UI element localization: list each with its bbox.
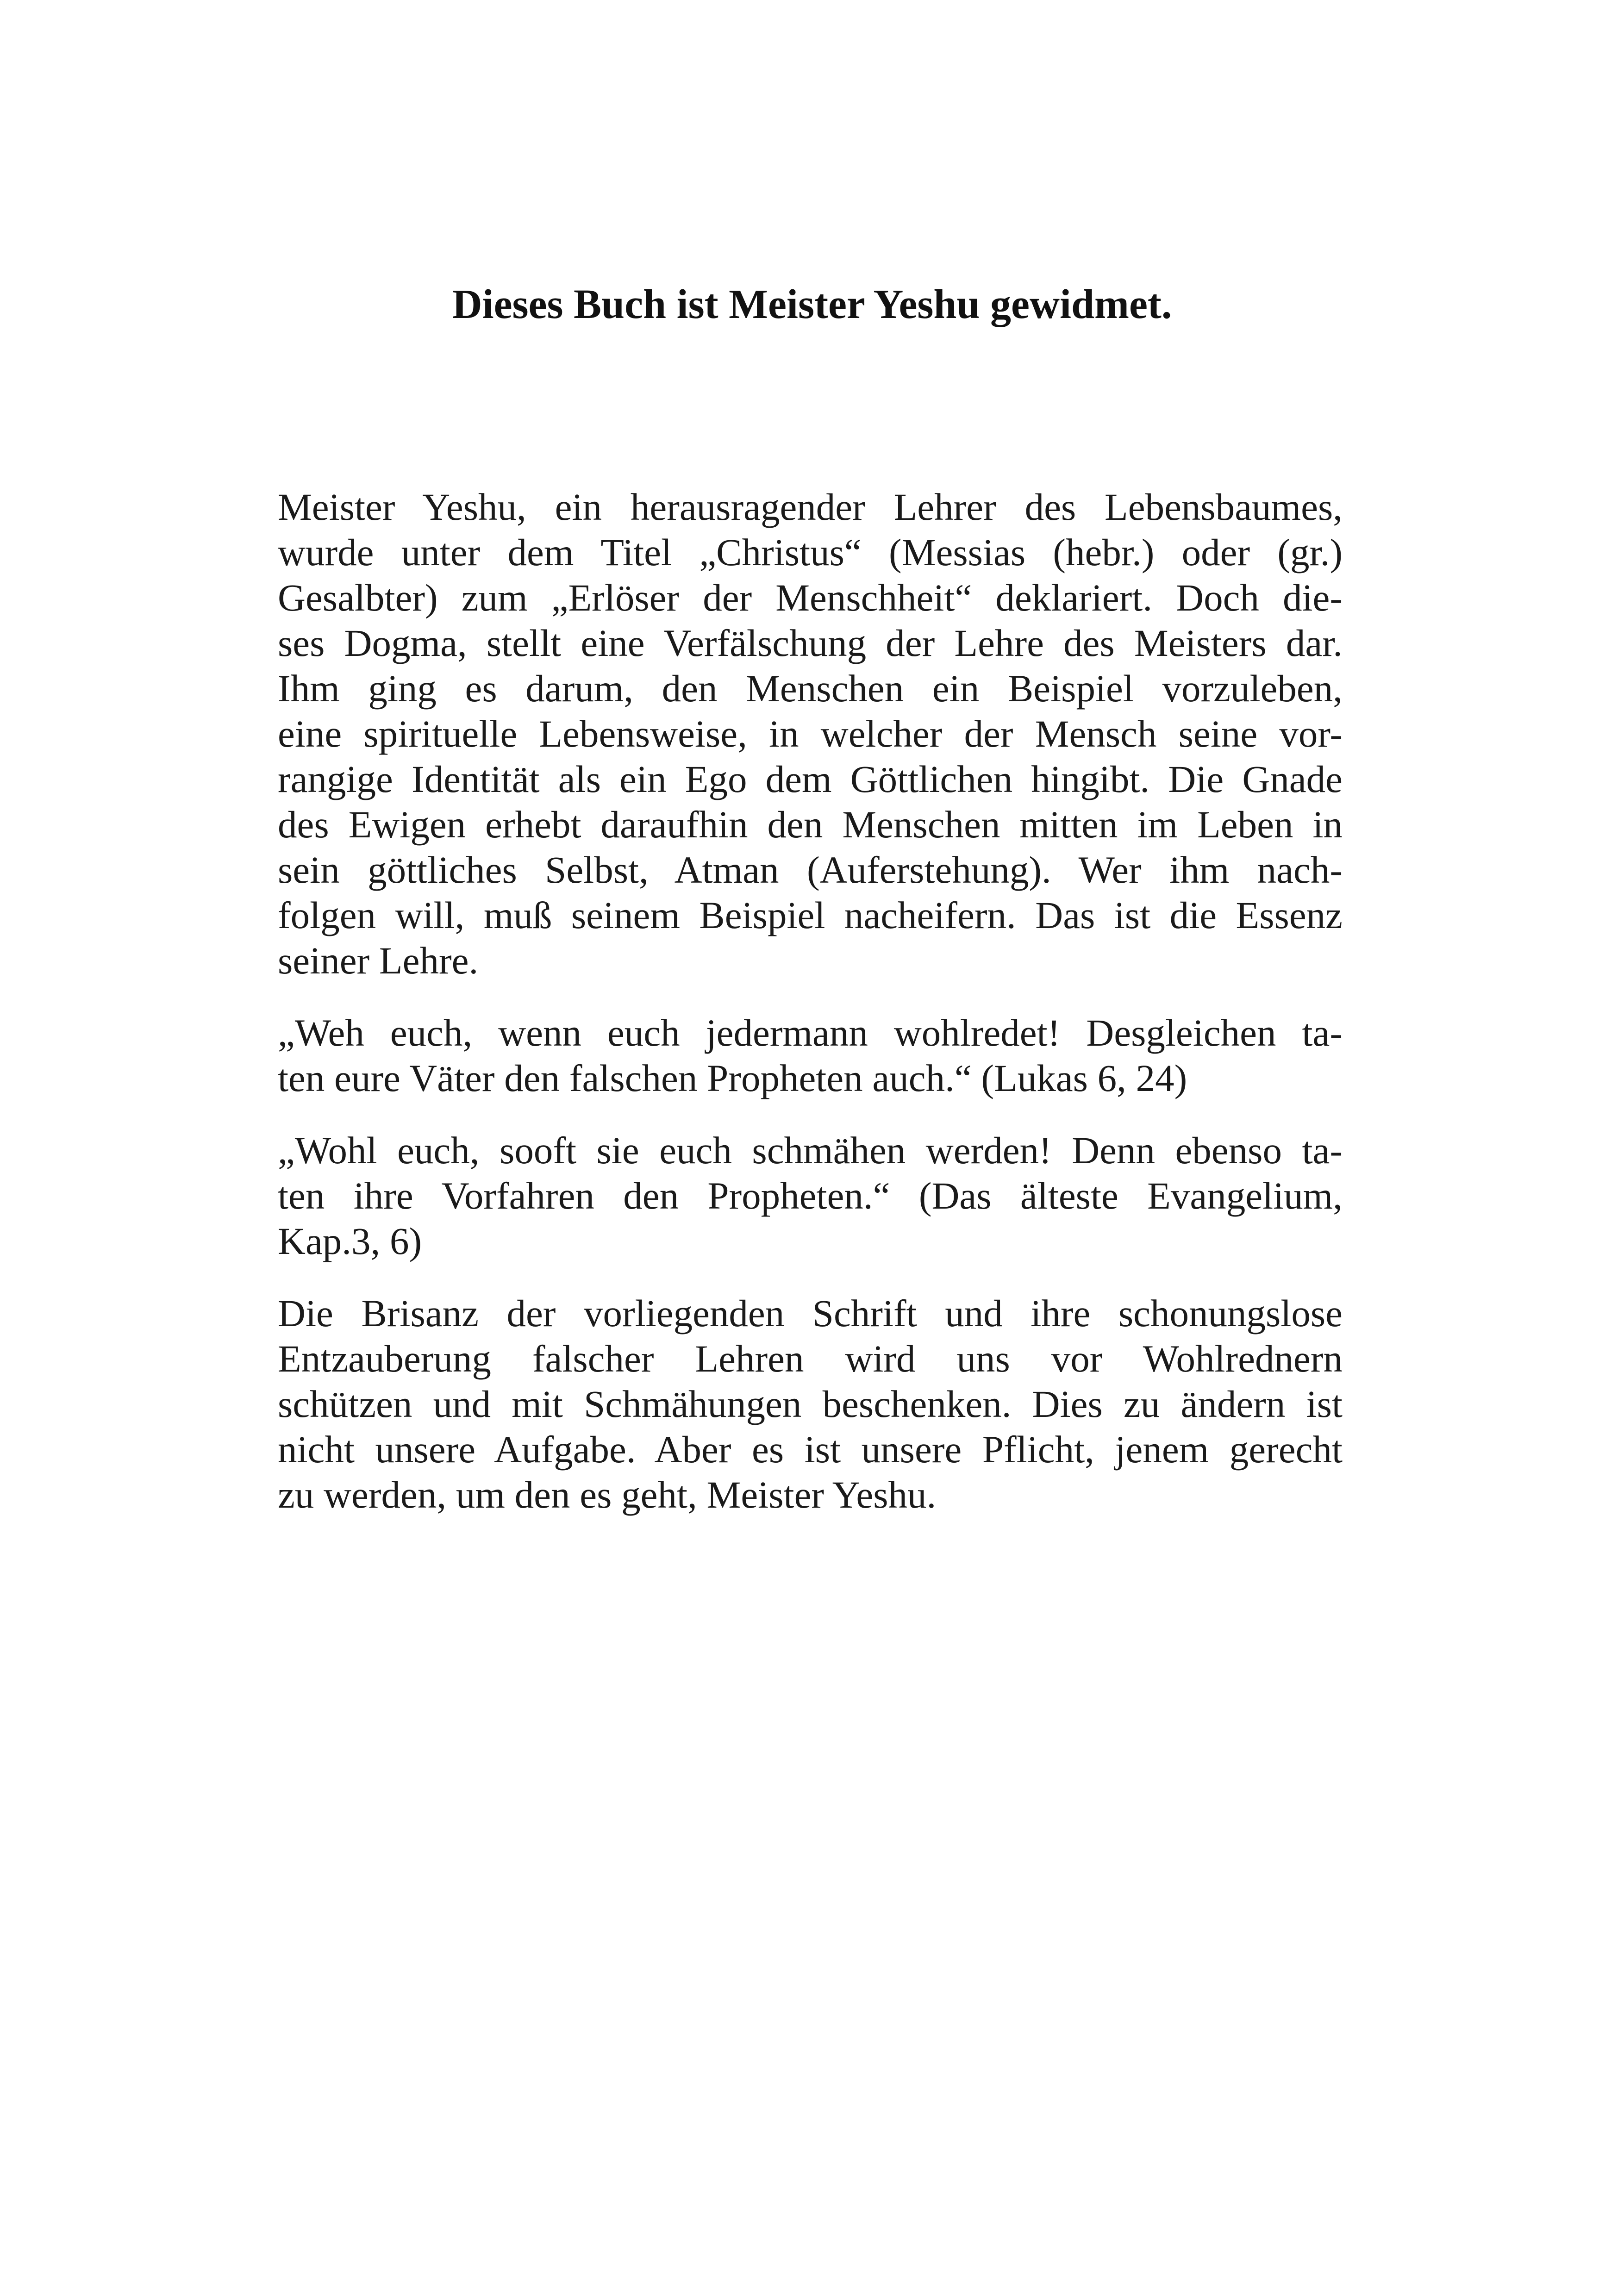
text-line: folgen will, muß seinem Beispiel nacheifern. Das ist die Essenz xyxy=(278,894,1343,936)
text-line: Meister Yeshu, ein herausragender Lehrer des Lebensbaumes, xyxy=(278,486,1343,528)
text-line: ten eure Väter den falschen Propheten auch.“ (Lukas 6, 24) xyxy=(278,1057,1187,1099)
text-line: des Ewigen erhebt daraufhin den Menschen mitten im Leben in xyxy=(278,803,1343,846)
text-line: eine spirituelle Lebensweise, in welcher der Mensch seine vor- xyxy=(278,712,1343,755)
text-line: ten ihre Vorfahren den Propheten.“ (Das älteste Evangelium, xyxy=(278,1174,1343,1217)
text-line: Die Brisanz der vorliegenden Schrift und ihre schonungslose xyxy=(278,1292,1343,1335)
text-line: wurde unter dem Titel „Christus“ (Messias (hebr.) oder (gr.) xyxy=(278,531,1343,574)
text-line: schützen und mit Schmähungen beschenken. Dies zu ändern ist xyxy=(278,1383,1343,1425)
paragraph-quote-evangelium xyxy=(278,1128,1343,1264)
text-line: nicht unsere Aufgabe. Aber es ist unsere Pflicht, jenem gerecht xyxy=(278,1428,1343,1471)
text-line: sein göttliches Selbst, Atman (Auferstehung). Wer ihm nach- xyxy=(278,848,1343,891)
dedication-heading: Dieses Buch ist Meister Yeshu gewidmet. xyxy=(452,281,1172,327)
text-line: seiner Lehre. xyxy=(278,939,479,982)
text-line: zu werden, um den es geht, Meister Yeshu. xyxy=(278,1473,937,1516)
paragraph-quote-lukas xyxy=(278,1010,1343,1101)
text-line: „Wohl euch, sooft sie euch schmähen werden! Denn ebenso ta- xyxy=(278,1129,1343,1172)
body-text xyxy=(278,484,1343,1517)
text-line: rangige Identität als ein Ego dem Göttlichen hingibt. Die Gnade xyxy=(278,758,1343,800)
paragraph-intro xyxy=(278,484,1343,983)
text-line: Ihm ging es darum, den Menschen ein Beispiel vorzuleben, xyxy=(278,667,1343,710)
text-line: „Weh euch, wenn euch jedermann wohlredet! Desgleichen ta- xyxy=(278,1011,1343,1054)
text-line: Entzauberung falscher Lehren wird uns vor Wohlrednern xyxy=(278,1337,1343,1380)
paragraph-closing xyxy=(278,1291,1343,1517)
text-line: Gesalbter) zum „Erlöser der Menschheit“ deklariert. Doch die- xyxy=(278,576,1343,619)
text-line: Kap.3, 6) xyxy=(278,1220,422,1262)
text-line: ses Dogma, stellt eine Verfälschung der Lehre des Meisters dar. xyxy=(278,622,1343,664)
